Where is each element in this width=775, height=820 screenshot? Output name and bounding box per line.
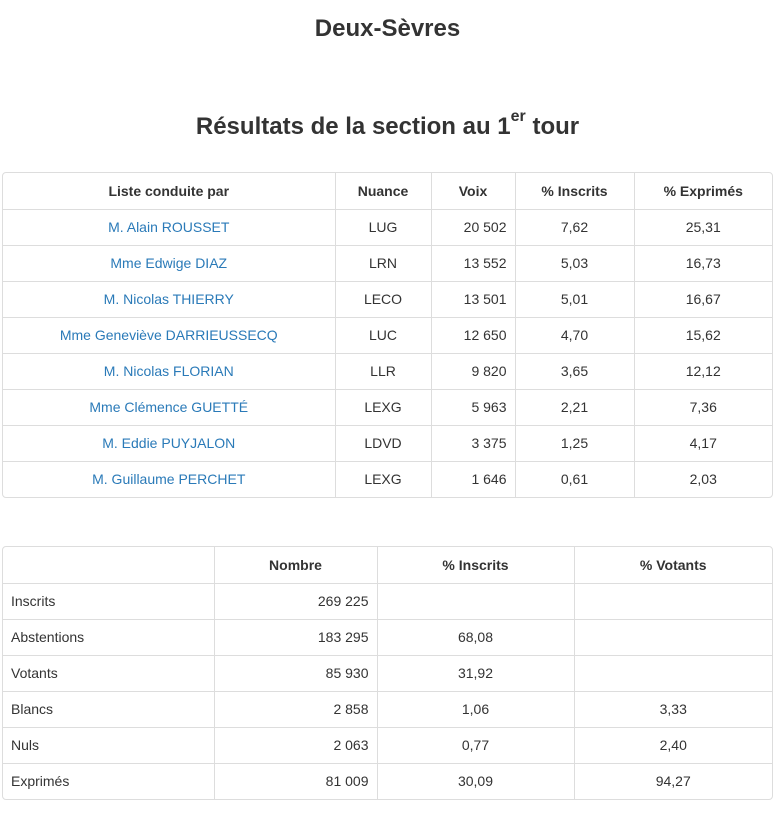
row-label: Nuls (3, 727, 214, 763)
voix-cell: 12 650 (431, 317, 515, 353)
results-header-row (3, 173, 772, 209)
table-row (3, 727, 772, 763)
row-label: Exprimés (3, 763, 214, 799)
row-label: Blancs (3, 691, 214, 727)
voix-cell: 5 963 (431, 389, 515, 425)
pct-inscrits-cell: 0,77 (377, 727, 574, 763)
pct-votants-cell: 94,27 (574, 763, 772, 799)
nuance-cell: LECO (335, 281, 431, 317)
pct-inscrits-cell: 7,62 (515, 209, 634, 245)
table-row (3, 461, 772, 497)
candidate-link[interactable]: M. Nicolas FLORIAN (103, 363, 234, 379)
candidate-link[interactable]: M. Eddie PUYJALON (102, 435, 236, 451)
voix-cell: 3 375 (431, 425, 515, 461)
table-row (3, 281, 772, 317)
table-row (3, 209, 772, 245)
header-pct-exprimes: % Exprimés (634, 173, 772, 209)
row-label: Inscrits (3, 583, 214, 619)
header-voix: Voix (431, 173, 515, 209)
voix-cell: 9 820 (431, 353, 515, 389)
nuance-cell: LEXG (335, 461, 431, 497)
row-label: Votants (3, 655, 214, 691)
candidate-link[interactable]: M. Guillaume PERCHET (92, 471, 246, 488)
voix-cell: 20 502 (431, 209, 515, 245)
pct-exprimes-cell: 25,31 (634, 209, 772, 245)
pct-exprimes-cell: 16,67 (634, 281, 772, 317)
nuance-cell: LUG (335, 209, 431, 245)
pct-votants-cell (574, 619, 772, 655)
voix-cell: 13 501 (431, 281, 515, 317)
nuance-cell: LDVD (335, 425, 431, 461)
pct-exprimes-cell: 15,62 (634, 317, 772, 353)
candidate-link[interactable]: M. Alain ROUSSET (108, 219, 230, 235)
section-title (0, 108, 775, 141)
candidate-link[interactable]: Mme Clémence GUETTÉ (89, 399, 249, 415)
nombre-cell: 2 063 (214, 727, 377, 763)
header-nuance: Nuance (335, 173, 431, 209)
pct-inscrits-cell: 1,06 (377, 691, 574, 727)
pct-inscrits-cell: 2,21 (515, 389, 634, 425)
pct-votants-cell (574, 655, 772, 691)
nombre-cell: 81 009 (214, 763, 377, 799)
nuance-cell: LLR (335, 353, 431, 389)
pct-exprimes-cell: 4,17 (634, 425, 772, 461)
nombre-cell: 2 858 (214, 691, 377, 727)
candidate-link[interactable]: Mme Geneviève DARRIEUSSECQ (59, 327, 278, 343)
summary-table (2, 546, 773, 800)
pct-inscrits-cell (377, 583, 574, 619)
nombre-cell: 269 225 (214, 583, 377, 619)
table-row (3, 317, 772, 353)
table-row (3, 619, 772, 655)
voix-cell: 1 646 (431, 461, 515, 497)
pct-inscrits-cell: 68,08 (377, 619, 574, 655)
pct-inscrits-cell: 4,70 (515, 317, 634, 353)
section-title-suffix: tour (525, 113, 580, 140)
table-row (3, 425, 772, 461)
pct-inscrits-cell: 5,03 (515, 245, 634, 281)
table-row (3, 691, 772, 727)
table-row (3, 353, 772, 389)
candidate-link[interactable]: Mme Edwige DIAZ (110, 255, 228, 271)
row-label: Abstentions (3, 619, 214, 655)
pct-inscrits-cell: 1,25 (515, 425, 634, 461)
section-title-sup: er (510, 108, 526, 125)
results-table (2, 172, 773, 498)
voix-cell: 13 552 (431, 245, 515, 281)
pct-votants-cell: 3,33 (574, 691, 772, 727)
pct-exprimes-cell: 12,12 (634, 353, 772, 389)
table-row (3, 389, 772, 425)
nombre-cell: 183 295 (214, 619, 377, 655)
pct-inscrits-cell: 3,65 (515, 353, 634, 389)
nuance-cell: LRN (335, 245, 431, 281)
pct-inscrits-cell: 5,01 (515, 281, 634, 317)
pct-votants-cell: 2,40 (574, 727, 772, 763)
nuance-cell: LUC (335, 317, 431, 353)
header-pct-inscrits: % Inscrits (515, 173, 634, 209)
pct-exprimes-cell: 16,73 (634, 245, 772, 281)
header-liste: Liste conduite par (108, 182, 230, 199)
nombre-cell: 85 930 (214, 655, 377, 691)
header-pct-inscrits: % Inscrits (377, 547, 574, 583)
table-row (3, 583, 772, 619)
department-title: Deux-Sèvres (314, 15, 461, 42)
summary-header-row (3, 547, 772, 583)
candidate-link[interactable]: M. Nicolas THIERRY (103, 291, 234, 307)
header-pct-votants: % Votants (574, 547, 772, 583)
pct-inscrits-cell: 31,92 (377, 655, 574, 691)
pct-inscrits-cell: 0,61 (515, 461, 634, 497)
pct-exprimes-cell: 2,03 (634, 461, 772, 497)
table-row (3, 763, 772, 799)
table-row (3, 655, 772, 691)
pct-inscrits-cell: 30,09 (377, 763, 574, 799)
header-nombre: Nombre (214, 547, 377, 583)
nuance-cell: LEXG (335, 389, 431, 425)
section-title-prefix: Résultats de la section au 1 (195, 113, 511, 140)
pct-exprimes-cell: 7,36 (634, 389, 772, 425)
header-empty (3, 547, 214, 583)
table-row (3, 245, 772, 281)
pct-votants-cell (574, 583, 772, 619)
